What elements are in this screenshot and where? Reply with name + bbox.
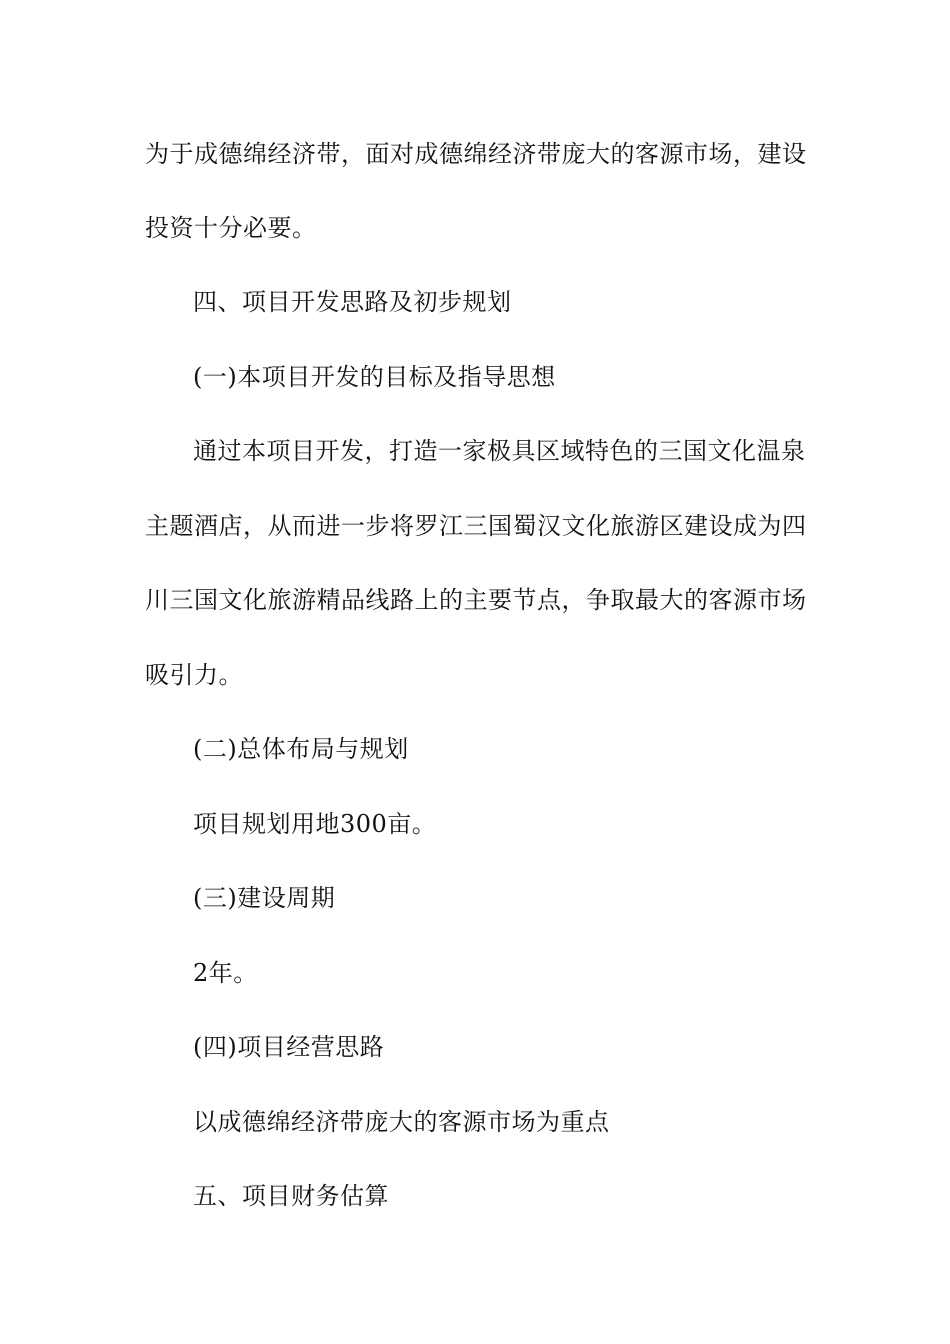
section-heading: 四、项目开发思路及初步规划	[193, 288, 512, 316]
subsection-heading: (二)总体布局与规划	[193, 735, 409, 763]
subsection-heading: (四)项目经营思路	[193, 1033, 385, 1061]
section-heading: 五、项目财务估算	[193, 1182, 389, 1210]
paragraph-line: 以成德绵经济带庞大的客源市场为重点	[193, 1108, 610, 1136]
paragraph-line: 为于成德绵经济带，面对成德绵经济带庞大的客源市场，建设	[145, 140, 807, 168]
paragraph-line: 项目规划用地300亩。	[193, 810, 437, 838]
subsection-heading: (三)建设周期	[193, 884, 336, 912]
paragraph-line: 吸引力。	[145, 661, 243, 689]
paragraph-line: 投资十分必要。	[145, 214, 317, 242]
paragraph-line: 通过本项目开发，打造一家极具区域特色的三国文化温泉	[193, 437, 806, 465]
paragraph-line: 主题酒店，从而进一步将罗江三国蜀汉文化旅游区建设成为四	[145, 512, 807, 540]
subsection-heading: (一)本项目开发的目标及指导思想	[193, 363, 556, 391]
paragraph-line: 川三国文化旅游精品线路上的主要节点，争取最大的客源市场	[145, 586, 807, 614]
paragraph-line: 2年。	[193, 959, 258, 987]
